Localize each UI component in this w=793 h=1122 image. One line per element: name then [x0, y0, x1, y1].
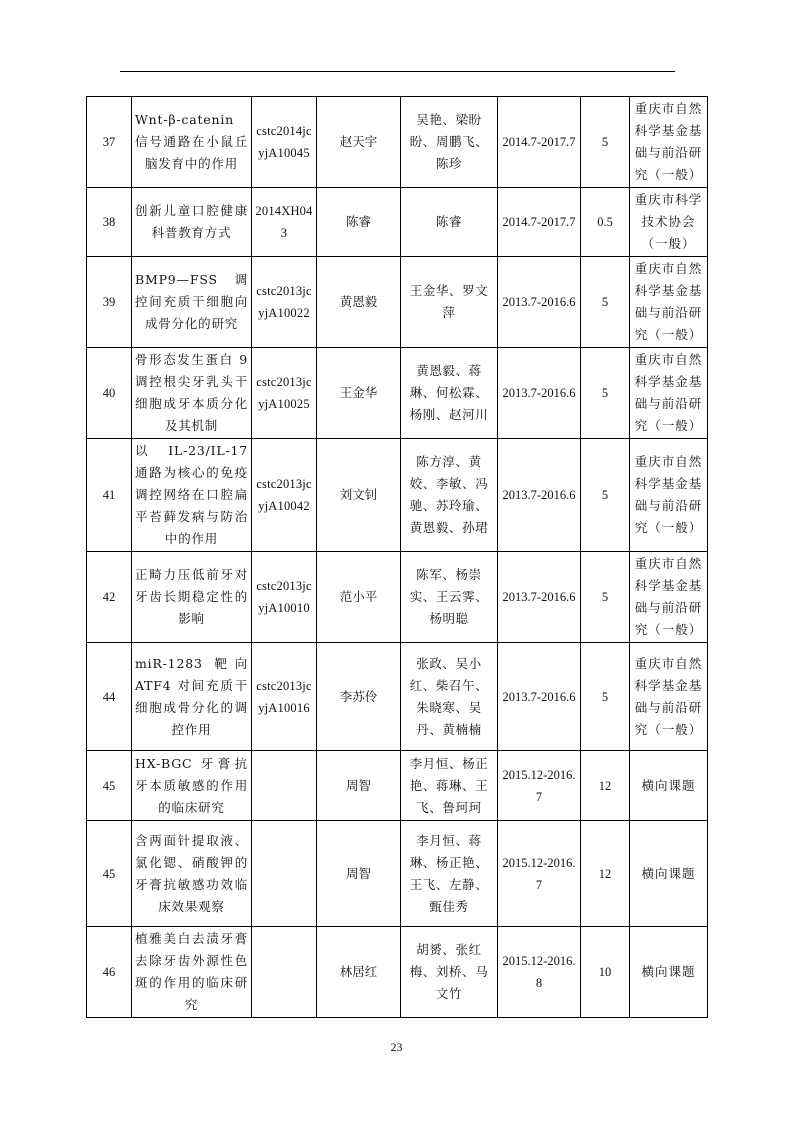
project-number: 42 [87, 552, 132, 643]
project-leader: 范小平 [317, 552, 401, 643]
project-number: 46 [87, 927, 132, 1018]
project-members: 吴艳、梁盼盼、周鹏飞、陈珍 [401, 97, 498, 188]
project-code: cstc2013jcyjA10022 [252, 257, 317, 348]
project-leader: 赵天宇 [317, 97, 401, 188]
project-code [252, 751, 317, 821]
table-row [87, 927, 708, 1018]
project-members: 陈睿 [401, 188, 498, 257]
project-period: 2015.12-2016.7 [498, 821, 581, 927]
project-leader: 黄恩毅 [317, 257, 401, 348]
project-members: 李月恒、杨正艳、蒋琳、王飞、鲁珂珂 [401, 751, 498, 821]
table-row [87, 188, 708, 257]
project-source: 重庆市自然科学基金基础与前沿研究（一般） [630, 348, 708, 439]
project-period: 2013.7-2016.6 [498, 439, 581, 552]
project-source: 重庆市自然科学基金基础与前沿研究（一般） [630, 552, 708, 643]
project-code: cstc2013jcyjA10025 [252, 348, 317, 439]
project-funding: 5 [581, 552, 630, 643]
table-body [87, 97, 708, 1018]
project-title: HX-BGC 牙膏抗牙本质敏感的作用的临床研究 [132, 751, 252, 821]
project-code [252, 821, 317, 927]
project-leader: 周智 [317, 751, 401, 821]
project-code: 2014XH043 [252, 188, 317, 257]
project-funding: 5 [581, 97, 630, 188]
project-number: 40 [87, 348, 132, 439]
project-code: cstc2013jcyjA10016 [252, 643, 317, 751]
project-funding: 5 [581, 439, 630, 552]
project-leader: 李苏伶 [317, 643, 401, 751]
project-source: 重庆市自然科学基金基础与前沿研究（一般） [630, 643, 708, 751]
project-members: 胡赟、张红梅、刘桥、马文竹 [401, 927, 498, 1018]
table-row [87, 552, 708, 643]
project-title: 正畸力压低前牙对牙齿长期稳定性的影响 [132, 552, 252, 643]
page-number: 23 [390, 1040, 403, 1054]
project-leader: 林居红 [317, 927, 401, 1018]
project-title: BMP9—FSS 调控间充质干细胞向成骨分化的研究 [132, 257, 252, 348]
header-rule [120, 71, 675, 72]
table-row [87, 751, 708, 821]
project-period: 2013.7-2016.6 [498, 552, 581, 643]
project-source: 重庆市自然科学基金基础与前沿研究（一般） [630, 439, 708, 552]
project-source: 重庆市自然科学基金基础与前沿研究（一般） [630, 97, 708, 188]
research-projects-table [86, 96, 708, 1018]
project-title: miR-1283 靶向 ATF4 对间充质干细胞成骨分化的调控作用 [132, 643, 252, 751]
table-row [87, 439, 708, 552]
project-title: 创新儿童口腔健康科普教育方式 [132, 188, 252, 257]
project-period: 2013.7-2016.6 [498, 348, 581, 439]
project-title: 骨形态发生蛋白 9 调控根尖牙乳头干细胞成牙本质分化及其机制 [132, 348, 252, 439]
project-source: 横向课题 [630, 821, 708, 927]
table-row [87, 257, 708, 348]
project-code [252, 927, 317, 1018]
project-leader: 陈睿 [317, 188, 401, 257]
project-period: 2015.12-2016.7 [498, 751, 581, 821]
project-number: 41 [87, 439, 132, 552]
project-leader: 王金华 [317, 348, 401, 439]
project-title: 以 IL-23/IL-17 通路为核心的免疫调控网络在口腔扁平苔藓发病与防治中的作用 [132, 439, 252, 552]
project-funding: 10 [581, 927, 630, 1018]
project-code: cstc2013jcyjA10010 [252, 552, 317, 643]
project-leader: 周智 [317, 821, 401, 927]
project-members: 张政、吴小红、柴召午、朱晓寒、吴丹、黄楠楠 [401, 643, 498, 751]
project-funding: 12 [581, 751, 630, 821]
project-period: 2014.7-2017.7 [498, 97, 581, 188]
project-number: 37 [87, 97, 132, 188]
project-members: 李月恒、蒋琳、杨正艳、王飞、左静、甄佳秀 [401, 821, 498, 927]
project-source: 横向课题 [630, 927, 708, 1018]
project-period: 2013.7-2016.6 [498, 643, 581, 751]
project-members: 陈军、杨崇实、王云霁、杨明聪 [401, 552, 498, 643]
project-members: 王金华、罗文萍 [401, 257, 498, 348]
project-members: 陈方淳、黄姣、李敏、冯驰、苏玲瑜、黄恩毅、孙珺 [401, 439, 498, 552]
project-number: 39 [87, 257, 132, 348]
project-number: 45 [87, 751, 132, 821]
project-source: 重庆市自然科学基金基础与前沿研究（一般） [630, 257, 708, 348]
table-row [87, 821, 708, 927]
project-period: 2015.12-2016.8 [498, 927, 581, 1018]
table-row [87, 348, 708, 439]
project-number: 38 [87, 188, 132, 257]
project-number: 45 [87, 821, 132, 927]
project-leader: 刘文钊 [317, 439, 401, 552]
table-row [87, 97, 708, 188]
project-period: 2014.7-2017.7 [498, 188, 581, 257]
project-code: cstc2013jcyjA10042 [252, 439, 317, 552]
project-title: Wnt-β-catenin 信号通路在小鼠丘脑发育中的作用 [132, 97, 252, 188]
project-funding: 0.5 [581, 188, 630, 257]
project-funding: 12 [581, 821, 630, 927]
project-funding: 5 [581, 643, 630, 751]
project-funding: 5 [581, 257, 630, 348]
project-members: 黄恩毅、蒋琳、何松霖、杨刚、赵河川 [401, 348, 498, 439]
project-period: 2013.7-2016.6 [498, 257, 581, 348]
table-row [87, 643, 708, 751]
project-number: 44 [87, 643, 132, 751]
project-title: 植雅美白去渍牙膏去除牙齿外源性色斑的作用的临床研究 [132, 927, 252, 1018]
project-source: 重庆市科学技术协会（一般） [630, 188, 708, 257]
project-title: 含两面针提取液、氯化锶、硝酸钾的牙膏抗敏感功效临床效果观察 [132, 821, 252, 927]
project-source: 横向课题 [630, 751, 708, 821]
project-funding: 5 [581, 348, 630, 439]
project-code: cstc2014jcyjA10045 [252, 97, 317, 188]
